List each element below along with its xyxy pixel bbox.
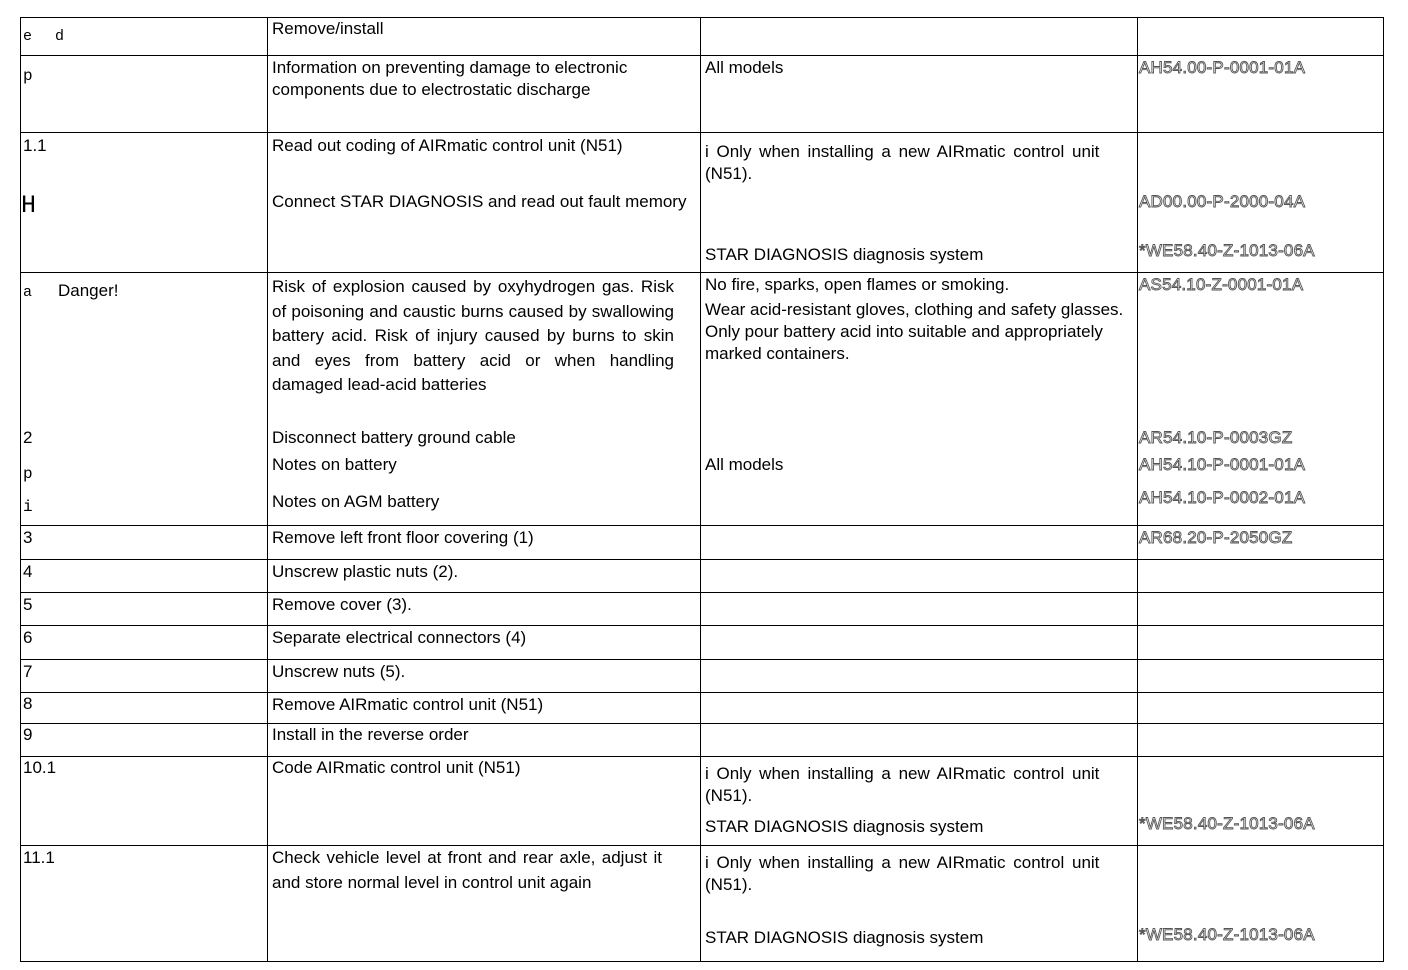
step-number: 1.1 — [23, 136, 47, 155]
danger-symbol: a — [23, 284, 33, 301]
step-link[interactable]: AR68.20-P-2050GZ — [1139, 528, 1293, 547]
row-border — [20, 55, 1384, 56]
step-tool: STAR DIAGNOSIS diagnosis system — [705, 928, 984, 947]
diagnosis-symbol: H — [21, 191, 37, 220]
esd-info-text: Information on preventing damage to electronic components due to electrostatic discharge — [272, 58, 628, 99]
step-text: Unscrew nuts (5). — [272, 662, 406, 681]
step-note: i Only when installing a new AIRmatic control unit (N51). — [705, 853, 1100, 894]
diagnosis-tool: STAR DIAGNOSIS diagnosis system — [705, 245, 984, 264]
diagnosis-text: Connect STAR DIAGNOSIS and read out fault memory — [272, 192, 687, 211]
agm-note-link[interactable]: AH54.10-P-0002-01A — [1139, 488, 1306, 507]
column-border — [1383, 17, 1384, 962]
diagnosis-link[interactable]: AD00.00-P-2000-04A — [1139, 192, 1306, 211]
step-number: 10.1 — [23, 758, 57, 777]
danger-label: Danger! — [58, 281, 119, 300]
agm-note-text: Notes on AGM battery — [272, 492, 440, 511]
header-title: Remove/install — [272, 19, 384, 38]
row-border — [20, 692, 1384, 693]
step-text: Read out coding of AIRmatic control unit (N51) — [272, 136, 623, 155]
row-border — [20, 132, 1384, 133]
info-symbol: p — [23, 67, 33, 85]
row-border — [20, 592, 1384, 593]
diagnosis-tool-link[interactable]: *WE58.40-Z-1013-06A — [1139, 241, 1315, 260]
step-link[interactable]: AR54.10-P-0003GZ — [1139, 428, 1293, 447]
row-border — [20, 756, 1384, 757]
step-tool: STAR DIAGNOSIS diagnosis system — [705, 817, 984, 836]
agm-note-symbol: i — [23, 498, 33, 516]
battery-note-symbol: p — [23, 465, 33, 483]
step-tool-link[interactable]: *WE58.40-Z-1013-06A — [1139, 814, 1315, 833]
column-border — [700, 17, 701, 962]
row-border — [20, 559, 1384, 560]
danger-link[interactable]: AS54.10-Z-0001-01A — [1139, 275, 1304, 294]
row-border — [20, 845, 1384, 846]
step-text: Remove left front floor covering (1) — [272, 528, 534, 547]
step-number: 6 — [23, 628, 33, 647]
step-number: 11.1 — [23, 848, 55, 867]
step-number: 5 — [23, 595, 33, 614]
step-text: Remove AIRmatic control unit (N51) — [272, 695, 544, 714]
row-border — [20, 961, 1384, 962]
step-note: i Only when installing a new AIRmatic control unit (N51). — [705, 142, 1100, 183]
battery-note-models: All models — [705, 455, 784, 474]
step-number: 2 — [23, 428, 33, 447]
row-border — [20, 625, 1384, 626]
step-tool-link[interactable]: *WE58.40-Z-1013-06A — [1139, 925, 1315, 944]
row-border — [20, 723, 1384, 724]
row-border — [20, 17, 1384, 18]
step-text: Remove cover (3). — [272, 595, 412, 614]
danger-text: Risk of explosion caused by oxyhydrogen gas. Risk of poisoning and caustic burns caused by swallowing battery acid. Risk of injury caused by burns to skin and eyes from battery acid or when handling damaged lead-acid batteries — [272, 277, 674, 394]
step-text: Install in the reverse order — [272, 725, 469, 744]
battery-note-text: Notes on battery — [272, 455, 397, 474]
column-border — [20, 17, 21, 962]
danger-note-protection: Wear acid-resistant gloves, clothing and safety glasses. Only pour battery acid into suitable and appropriately marked containers. — [705, 300, 1124, 363]
step-text: Check vehicle level at front and rear axle, adjust it and store normal level in control unit again — [272, 848, 662, 892]
danger-note-fire: No fire, sparks, open flames or smoking. — [705, 275, 1010, 294]
esd-info-link[interactable]: AH54.00-P-0001-01A — [1139, 58, 1306, 77]
step-text: Separate electrical connectors (4) — [272, 628, 527, 647]
header-symbols: e d — [23, 28, 65, 45]
step-number: 4 — [23, 562, 33, 581]
procedure-table — [20, 17, 1384, 962]
column-border — [1137, 17, 1138, 962]
step-text: Code AIRmatic control unit (N51) — [272, 758, 521, 777]
step-text: Unscrew plastic nuts (2). — [272, 562, 459, 581]
step-number: 7 — [23, 662, 33, 681]
row-border — [20, 525, 1384, 526]
esd-models: All models — [705, 58, 784, 77]
step-number: 9 — [23, 725, 33, 744]
step-number: 3 — [23, 528, 33, 547]
battery-note-link[interactable]: AH54.10-P-0001-01A — [1139, 455, 1306, 474]
step-number: 8 — [23, 694, 33, 713]
column-border — [267, 17, 268, 962]
step-note: i Only when installing a new AIRmatic control unit (N51). — [705, 764, 1100, 805]
row-border — [20, 659, 1384, 660]
row-border — [20, 272, 1384, 273]
step-text: Disconnect battery ground cable — [272, 428, 516, 447]
